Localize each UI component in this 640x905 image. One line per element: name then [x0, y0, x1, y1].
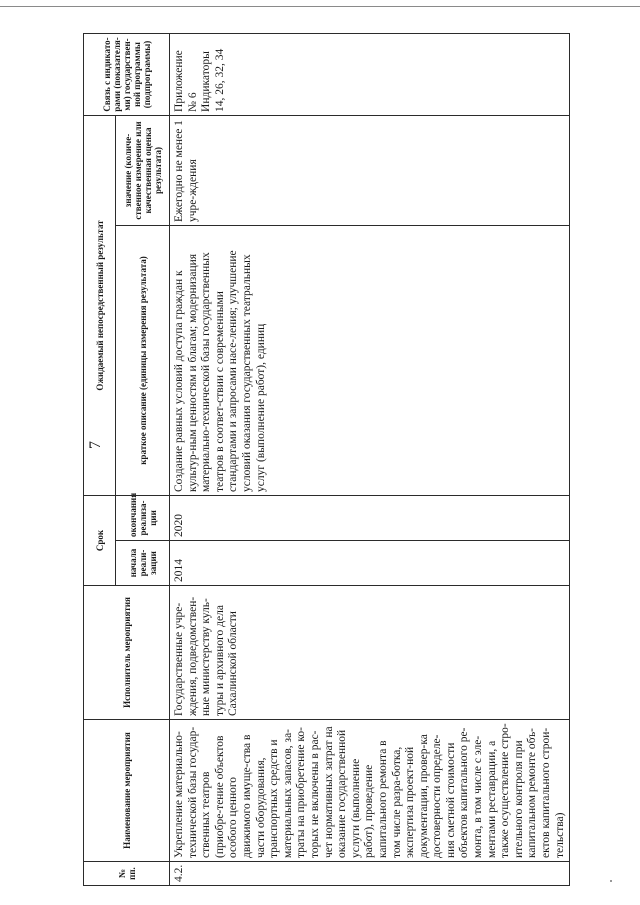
header-number: № пп. — [84, 862, 170, 886]
table-row — [170, 33, 570, 885]
header-term-start: начала реали-зации — [116, 541, 170, 586]
header-link: Связь с индикато-рами (показателя-ми) государствен-ной программы (подпрограммы) — [84, 33, 170, 115]
rotated-table-container — [83, 34, 566, 886]
header-result-desc: краткое описание (единицы измерения результата) — [116, 225, 170, 495]
cell-start: 2014 — [170, 541, 570, 586]
cell-number: 4.2. — [170, 862, 570, 886]
cell-description: Создание равных условий доступа граждан к культур-ным ценностям и благам; модернизация материально-технической базы государственных театров в соответ-ствии с современными стандартами и запросами насе-ления; улучшение условий оказания государственных театральных услуг (выполнение работ), единиц — [170, 225, 570, 495]
cell-executor: Государственные учре-ждения, подведомствен-ные министерству куль-туры и архивного дела Сахалинской области — [170, 586, 570, 720]
cell-name: Укрепление материально-технической базы государ-ственных театров (приобре-тение объектов особого ценного движимого имуще-ства в части оборудования, транспортных средств и материальных запасов, за-траты на приобретение ко-торых не включены в рас-чет нормативных затрат на оказание государственной услуги (выполнение работ), проведение капитального ремонта в том числе разра-ботка, экспертиза проект-ной документации, провер-ка достоверности определе-ния сметной стоимости объектов капитального ре-монта, в том числе с эле-ментами реставрации, а также осуществление стро-ительного контроля при капитальном ремонте объ-ектов капитального строи-тельства) — [170, 720, 570, 862]
header-term: Срок — [84, 495, 116, 585]
header-executor: Исполнитель мероприятия — [84, 586, 170, 720]
page-number: 7 — [87, 441, 104, 449]
cell-link: Приложение № 6 Индикаторы 14, 26, 32, 34 — [170, 33, 570, 115]
cell-value: Ежегодно не менее 1 учре-ждения — [170, 115, 570, 225]
scan-speck — [610, 880, 612, 882]
header-term-end: окончания реализа-ции — [116, 495, 170, 540]
measures-table — [83, 33, 570, 886]
top-rule — [0, 6, 640, 7]
header-row-1 — [84, 33, 116, 885]
header-result-value: значение (количе-ственное измерение или качественная оценка результата) — [116, 115, 170, 225]
header-name: Наименование мероприятия — [84, 720, 170, 862]
header-result: Ожидаемый непосредственный результат — [84, 115, 116, 495]
cell-end: 2020 — [170, 495, 570, 540]
